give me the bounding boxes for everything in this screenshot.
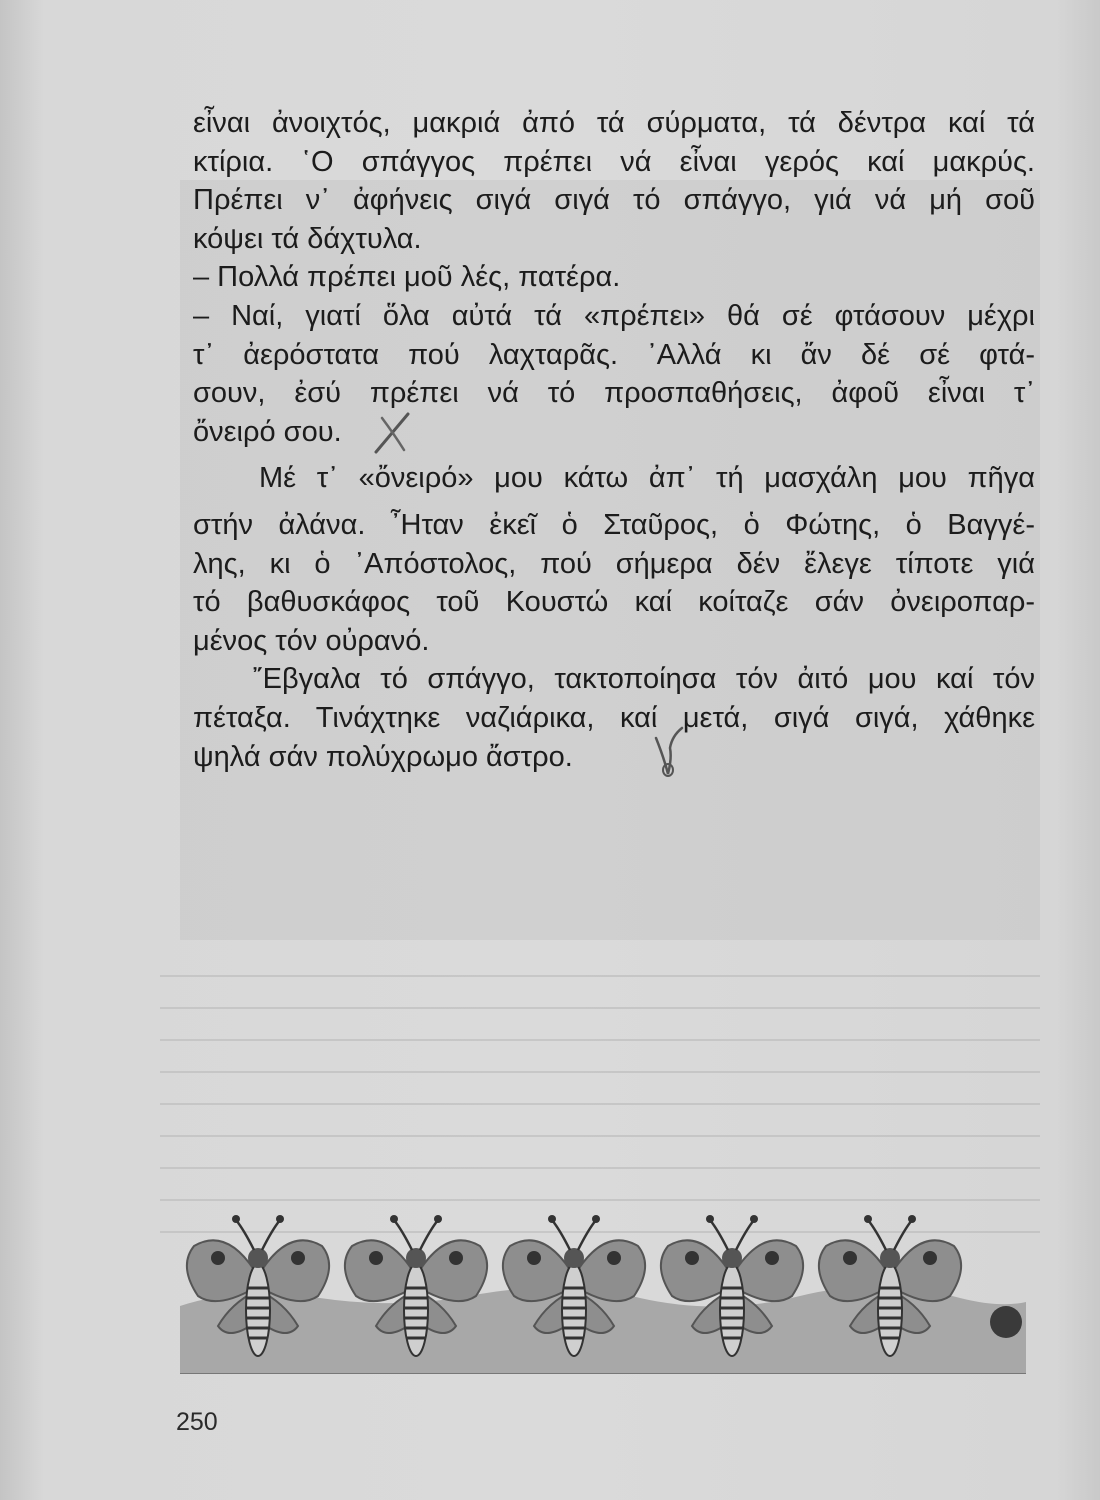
- text-line: σουν, ἐσύ πρέπει νά τό προσπαθήσεις, ἀφοῦ εἶναι τ᾽: [193, 377, 1035, 410]
- text-line: κτίρια. ῾Ο σπάγγος πρέπει νά εἶναι γερός καί μακρύς.: [193, 145, 1035, 178]
- text-line: εἶναι ἀνοιχτός, μακριά ἀπό τά σύρματα, τά δέντρα καί τά: [193, 107, 1035, 139]
- text-line: τό βαθυσκάφος τοῦ Κουστώ καί κοίταζε σάν ὀνειροπαρ-: [193, 586, 1035, 619]
- butterfly-border-illustration: [180, 1206, 1026, 1374]
- text-line: κόψει τά δάχτυλα.: [193, 222, 422, 255]
- text-line: ὄνειρό σου.: [193, 415, 342, 448]
- paragraph-start: ῎Εβγαλα τό σπάγγο, τακτοποίησα τόν ἀιτό μου καί τόν: [253, 663, 1035, 696]
- text-line: πέταξα. Τινάχτηκε ναζιάρικα, καί μετά, σιγά σιγά, χάθηκε: [193, 701, 1035, 734]
- text-line: Πρέπει ν᾽ ἀφήνεις σιγά σιγά τό σπάγγο, γιά νά μή σοῦ: [193, 184, 1035, 217]
- text-line: στήν ἀλάνα. ῏Ηταν ἐκεῖ ὁ Σταῦρος, ὁ Φώτης, ὁ Βαγγέ-: [193, 508, 1035, 541]
- page-number: 250: [176, 1408, 218, 1436]
- body-text: [193, 104, 1035, 776]
- text-line: ψηλά σάν πολύχρωμο ἄστρο.: [193, 740, 573, 773]
- dialogue-line: – Ναί, γιατί ὅλα αὐτά τά «πρέπει» θά σέ φτάσουν μέχρι: [193, 299, 1035, 332]
- text-line: λης, κι ὁ ᾽Απόστολος, πού σήμερα δέν ἔλεγε τίποτε γιά: [193, 547, 1035, 580]
- text-line: τ᾽ ἀερόστατα πού λαχταρᾶς. ᾽Αλλά κι ἄν δέ σέ φτά-: [193, 338, 1035, 371]
- dialogue-line: – Πολλά πρέπει μοῦ λές, πατέρα.: [193, 261, 621, 294]
- paragraph-start: Μέ τ᾽ «ὄνειρό» μου κάτω ἀπ᾽ τή μασχάλη μου πῆγα: [259, 462, 1035, 495]
- text-line: μένος τόν οὐρανό.: [193, 624, 430, 657]
